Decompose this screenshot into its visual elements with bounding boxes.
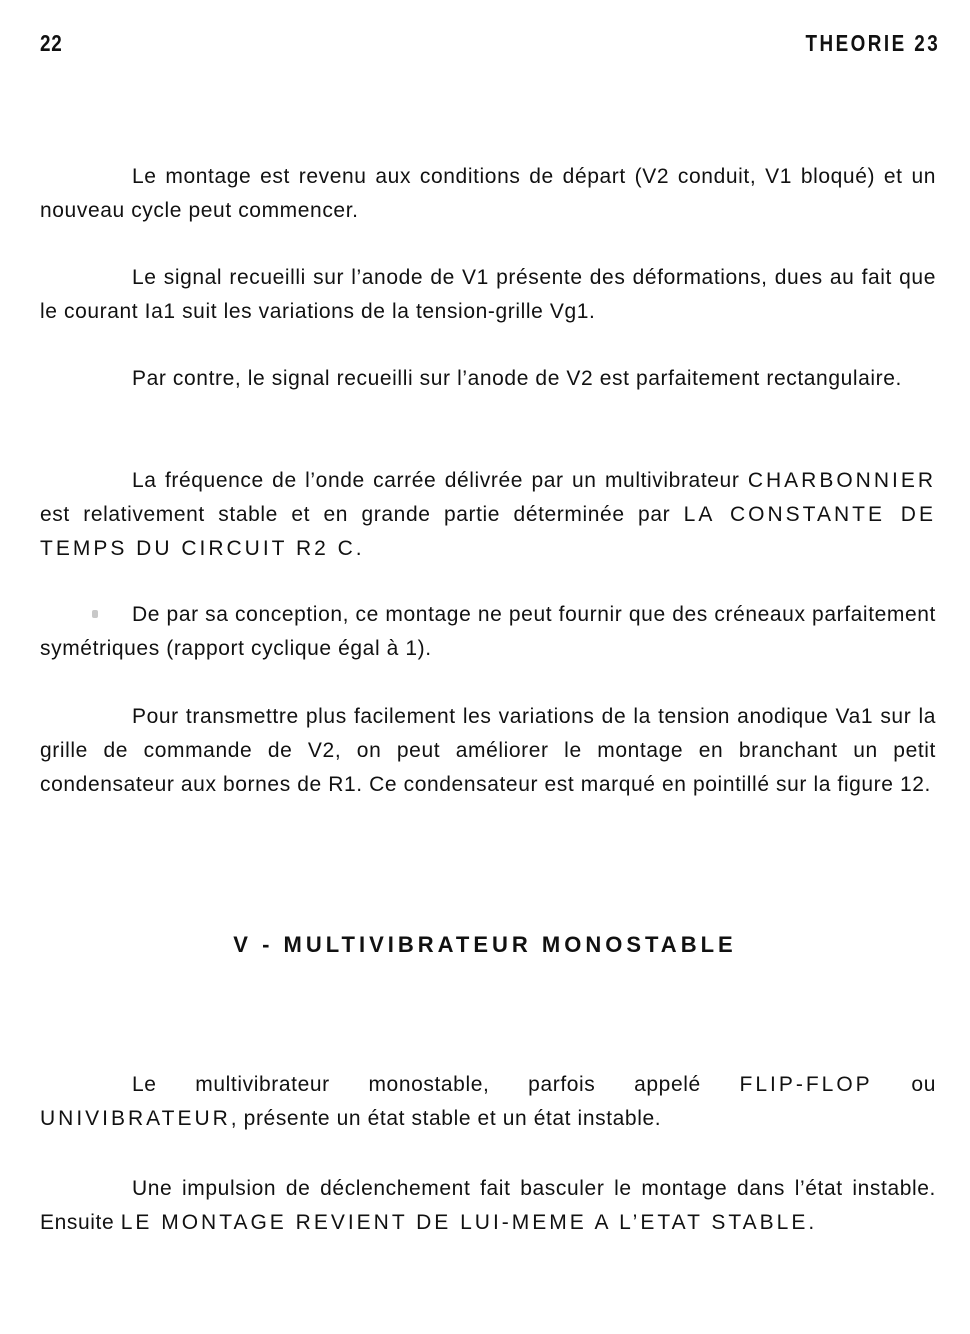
paragraph-text: Le signal recueilli sur l’anode de V1 présente des déformations, dues au fait que le courant Ia1 suit les variations de la tension-grille Vg1. [40, 266, 936, 323]
page-number-left: 22 [40, 30, 63, 56]
paragraph-text: Le multivibrateur monostable, parfois appelé [132, 1073, 740, 1096]
emphasis-text: LA CONSTANTE DE TEMPS DU CIRCUIT R2 C. [40, 503, 936, 560]
paragraph-text: Pour transmettre plus facilement les variations de la tension anodique Va1 sur la grille de commande de V2, on peut améliorer le montage en branchant un petit condensateur aux bornes de R1. Ce condensateur est marqué en pointillé sur la figure 12. [40, 705, 936, 796]
paragraph-trigger [40, 1172, 936, 1240]
paragraph-signal-v2 [40, 362, 936, 396]
emphasis-text: FLIP-FLOP [739, 1073, 873, 1096]
paragraph-frequency [40, 464, 936, 566]
paragraph-return-to-start [40, 160, 936, 228]
paragraph-text: La fréquence de l’onde carrée délivrée par un multivibrateur [132, 469, 748, 492]
emphasis-text: LE MONTAGE REVIENT DE LUI-MEME A L’ETAT STABLE. [120, 1211, 818, 1234]
paragraph-capacitor [40, 700, 936, 802]
paragraph-text: Une impulsion de déclenchement fait basculer le montage dans l’état instable. Ensuite [40, 1177, 936, 1234]
paragraph-text: Le montage est revenu aux conditions de départ (V2 conduit, V1 bloqué) et un nouveau cycle peut commencer. [40, 165, 936, 222]
emphasis-text: CHARBONNIER [747, 469, 936, 492]
section-heading: V - MULTIVIBRATEUR MONOSTABLE [233, 932, 737, 957]
paragraph-text: , présente un état stable et un état instable. [230, 1107, 662, 1130]
paragraph-signal-v1 [40, 261, 936, 329]
paragraph-monostable-intro [40, 1068, 936, 1136]
paragraph-text: ou [872, 1073, 936, 1096]
paragraph-text: est relativement stable et en grande partie déterminée par [40, 503, 684, 526]
paragraph-text: De par sa conception, ce montage ne peut fournir que des créneaux parfaitement symétriques (rapport cyclique égal à 1). [40, 603, 936, 660]
paragraph-symmetry [40, 598, 936, 666]
paragraph-text: Par contre, le signal recueilli sur l’anode de V2 est parfaitement rectangulaire. [132, 367, 902, 390]
running-title: THEORIE 23 [805, 30, 940, 56]
emphasis-text: UNIVIBRATEUR [40, 1107, 231, 1130]
